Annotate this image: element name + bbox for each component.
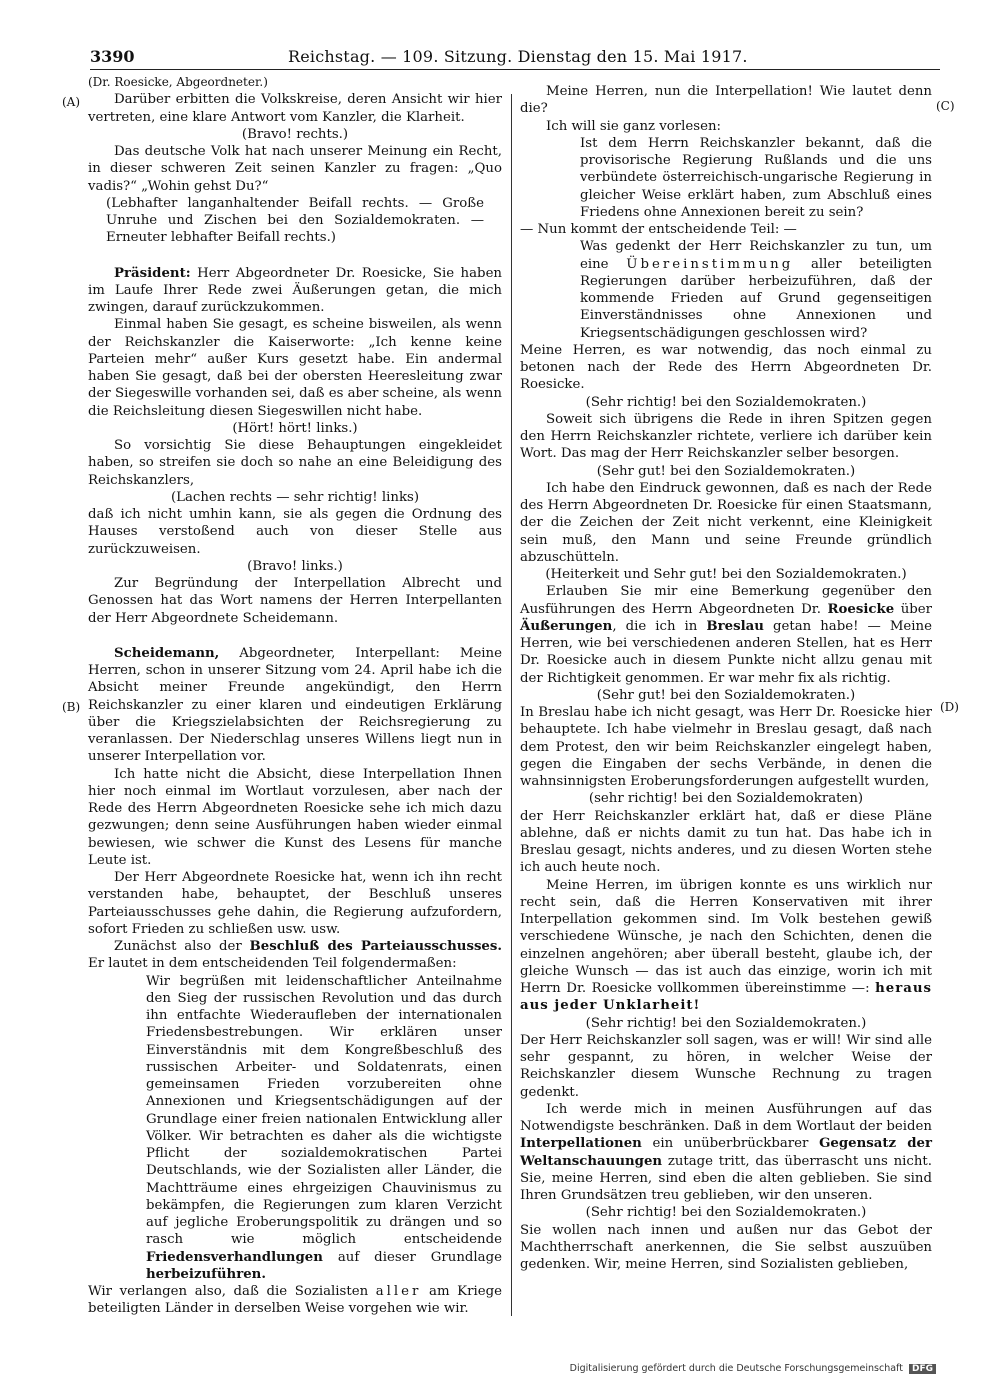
paragraph: Ich hatte nicht die Absicht, diese Interpellation Ihnen hier noch einmal im Wortlaut vorzulesen, aber nach der Rede des Herrn Abgeordneten Roesicke sehe ich mich dazu gezwungen; denn seine Ausführungen haben wieder einmal bewiesen, wie schwer die Kunst des Lesens für manche Leute ist. xyxy=(88,766,502,868)
quotation: Ist dem Herrn Reichskanzler bekannt, daß die provisorische Regierung Rußlands und die uns verbündete österreichisch-ungarische Regierung in gleicher Weise erklärt haben, zum Abschluß eines Friedens ohne Annexionen bereit zu sein? xyxy=(580,135,932,220)
left-column xyxy=(88,74,502,1318)
paragraph: Der Herr Reichskanzler soll sagen, was er will! Wir sind alle sehr gespannt, zu hören, in welcher Weise der Reichskanzler diesem Wunsche Rechnung zu tragen gedenkt. xyxy=(520,1032,932,1100)
paragraph: Ich will sie ganz vorlesen: xyxy=(546,118,721,134)
interjection: (Sehr richtig! bei den Sozialdemokraten.) xyxy=(585,1205,867,1221)
paragraph: Der Herr Abgeordnete Roesicke hat, wenn ich ihn recht verstanden habe, behauptet, der Beschluß unseres Parteiausschusses gehe dahin, die Regierung aufzufordern, sofort Frieden zu schließen usw. usw. xyxy=(88,870,502,937)
paragraph: Einmal haben Sie gesagt, es scheine bisweilen, als wenn der Reichskanzler die Kaiserworte: „Ich kenne keine Parteien mehr“ außer Kurs gesetzt habe. Ein andermal haben Sie gesagt, daß bei der obersten Heeresleitung zwar der Siegeswille vorhanden sei, daß es aber scheine, als wenn die Reichsleitung diesen Siegeswillen nicht habe. xyxy=(88,317,502,419)
paragraph: der Herr Reichskanzler erklärt hat, daß er diese Pläne ablehne, daß er nichts damit zu tun hat. Das habe ich in Breslau gesagt, nichts anderes, und zu diesen Worten stehe ich auch heute noch. xyxy=(520,808,932,876)
paragraph: In Breslau habe ich nicht gesagt, was Herr Dr. Roesicke hier behauptete. Ich habe vielmehr in Breslau gesagt, daß nach dem Protest, den wir beim Reichskanzler eingelegt haben, gegen die Eingaben der sechs Verbände, in denen die wahnsinnigsten Eroberungsforderungen aufgestellt wurden, xyxy=(520,705,932,789)
running-title: Reichstag. — 109. Sitzung. Dienstag den 15. Mai 1917. xyxy=(288,47,748,66)
paragraph: Meine Herren, nun die Interpellation! Wie lautet denn die? xyxy=(520,84,932,117)
credit-text: Digitalisierung gefördert durch die Deutsche Forschungsgemeinschaft xyxy=(569,1363,903,1374)
speaker-name: Scheidemann, xyxy=(114,645,220,661)
page-header xyxy=(90,46,940,68)
paragraph: So vorsichtig Sie diese Behauptungen eingekleidet haben, so streifen sie doch so nahe an eine Beleidigung des Reichskanzlers, xyxy=(88,438,502,488)
speaker-running-head: (Dr. Roesicke, Abgeordneter.) xyxy=(88,75,268,89)
interjection: (Sehr richtig! bei den Sozialdemokraten.) xyxy=(585,394,867,410)
right-column xyxy=(520,74,932,1273)
dfg-logo: DFG xyxy=(909,1364,936,1374)
paragraph: Zunächst also der Beschluß des Parteiausschusses. Er lautet in dem entscheidenden Teil folgendermaßen: xyxy=(88,939,503,972)
paragraph: Ich habe den Eindruck gewonnen, daß es nach der Rede des Herrn Abgeordneten Dr. Roesicke für einen Staatsmann, der die Zeichen der Zeit nicht verkennt, eine Kleinigkeit sein muß, den Mann und seine Freunde gründlich abzuschütteln. xyxy=(520,480,932,565)
paragraph: Erlauben Sie mir eine Bemerkung gegenüber den Ausführungen des Herrn Abgeordneten Dr. Roesicke über Äußerungen, die ich in Breslau getan habe! — Meine Herren, wie bei verschiedenen anderen Stellen, hat es Herr Dr. Roesicke auch in diesem Punkte nicht allzu genau mit der Richtigkeit genommen. Er war mehr fix als richtig. xyxy=(520,584,932,686)
interjection: (Heiterkeit und Sehr gut! bei den Sozialdemokraten.) xyxy=(545,567,907,582)
page-number: 3390 xyxy=(90,47,135,66)
margin-mark-a: (A) xyxy=(62,95,81,109)
margin-mark-d: (D) xyxy=(940,700,959,714)
paragraph: daß ich nicht umhin kann, sie als gegen die Ordnung des Hauses verstoßend auch von dieser Stelle aus zurückzuweisen. xyxy=(88,507,502,557)
interjection: (Hört! hört! links.) xyxy=(232,420,358,436)
interjection: (Sehr gut! bei den Sozialdemokraten.) xyxy=(596,463,856,479)
paragraph: Sie wollen nach innen und außen nur das Gebot der Machtherrschaft anerkennen, die Sie selbst auszuüben gedenken. Wir, meine Herren, sind Sozialisten geblieben, xyxy=(520,1222,932,1272)
paragraph: Das deutsche Volk hat nach unserer Meinung ein Recht, in dieser schweren Zeit seinen Kanzler zu fragen: „Quo vadis?“ „Wohin gehst Du?“ xyxy=(88,144,502,194)
paragraph: Scheidemann, Abgeordneter, Interpellant: Meine Herren, schon in unserer Sitzung vom 24. April habe ich die Absicht meiner Freunde angekündigt, den Herrn Reichskanzler zu einer klaren und eindeutigen Erklärung über die Kriegszielabsichten der Reichsregierung zu veranlassen. Der Niederschlag unseres Willens liegt nun in unserer Interpellation vor. xyxy=(88,645,502,765)
margin-mark-b: (B) xyxy=(62,700,81,714)
paragraph: — Nun kommt der entscheidende Teil: — xyxy=(520,222,797,237)
interjection: (Sehr richtig! bei den Sozialdemokraten.) xyxy=(585,1015,867,1031)
paragraph: Ich werde mich in meinen Ausführungen auf das Notwendigste beschränken. Daß in dem Wortlaut der beiden Interpellationen ein unüberbrückbarer Gegensatz der Weltanschauungen zutage tritt, das überrascht uns nicht. Sie, meine Herren, sind eben die alten geblieben. Sie sind Ihren Grundsätzen treu geblieben, wir den unseren. xyxy=(520,1101,932,1203)
paragraph: Soweit sich übrigens die Rede in ihren Spitzen gegen den Herrn Reichskanzler richtete, verliere ich darüber kein Wort. Das mag der Herr Reichskanzler selber besorgen. xyxy=(520,411,932,462)
paragraph: Darüber erbitten die Volkskreise, deren Ansicht wir hier vertreten, eine klare Antwort vom Kanzler, die Klarheit. xyxy=(88,92,502,125)
interjection: (Sehr gut! bei den Sozialdemokraten.) xyxy=(596,687,856,703)
interjection: (Lachen rechts — sehr richtig! links) xyxy=(170,489,420,505)
speaker-name: Präsident: xyxy=(114,265,191,281)
header-rule xyxy=(90,69,940,70)
quotation: Wir begrüßen mit leidenschaftlicher Anteilnahme den Sieg der russischen Revolution und das durch ihn entfachte Wiederaufleben der internationalen Friedensbestrebungen. Wir erklären unser Einverständnis mit dem Kongreßbeschluß des russischen Arbeiter- und Soldatenrats, einen gemeinsamen Frieden vorzubereiten ohne Annexionen und Kriegsentschädigungen auf der Grundlage einer freien nationalen Entwicklung aller Völker. Wir betrachten es daher als die wichtigste Pflicht der sozialdemokratischen Partei Deutschlands, wie der Sozialisten aller Länder, die Machtträume eines ehrgeizigen Chauvinismus zu bekämpfen, die Regierungen zum klaren Verzicht auf jegliche Eroberungspolitik zu drängen und so rasch wie möglich entscheidende Friedensverhandlungen auf dieser Grundlage herbeizuführen. xyxy=(146,973,502,1282)
paragraph: Meine Herren, im übrigen konnte es uns wirklich nur recht sein, daß die Herren Konservativen mit ihrer Interpellation gekommen sind. Im Volk bestehen gewiß verschiedene Wünsche, je nach den Schichten, denen die einzelnen angehören; aber überall besteht, glaube ich, der gleiche Wunsch — das ist auch das einzige, worin ich mit Herrn Dr. Roesicke vollkommen übereinstimme —: heraus aus jeder Unklarheit! xyxy=(520,877,932,1014)
interjection: (Lebhafter langanhaltender Beifall rechts. — Große Unruhe und Zischen bei den Sozialdemokraten. — Erneuter lebhafter Beifall rechts.) xyxy=(106,195,484,246)
interjection: (Bravo! links.) xyxy=(247,558,343,574)
margin-mark-c: (C) xyxy=(936,99,955,113)
digitization-credit xyxy=(570,1363,936,1374)
column-divider xyxy=(511,94,512,1316)
interjection: (sehr richtig! bei den Sozialdemokraten) xyxy=(588,791,864,807)
interjection: (Bravo! rechts.) xyxy=(241,126,349,142)
quotation: Was gedenkt der Herr Reichskanzler zu tun, um eine Übereinstimmung aller beteiligten Regierungen darüber herbeizuführen, daß der kommende Frieden auf Grund gegenseitigen Einverständnisses ohne Annexionen und Kriegsentschädigungen geschlossen wird? xyxy=(580,239,932,341)
paragraph: Wir verlangen also, daß die Sozialisten aller am Kriege beteiligten Länder in derselben Weise vorgehen wie wir. xyxy=(88,1284,502,1317)
paragraph: Meine Herren, es war notwendig, das noch einmal zu betonen nach der Rede des Herrn Abgeordneten Dr. Roesicke. xyxy=(520,342,932,393)
paragraph: Zur Begründung der Interpellation Albrecht und Genossen hat das Wort namens der Herren Interpellanten der Herr Abgeordnete Scheidemann. xyxy=(88,576,502,626)
paragraph: Präsident: Herr Abgeordneter Dr. Roesicke, Sie haben im Laufe Ihrer Rede zwei Äußerungen getan, die mich zwingen, darauf zurückzukommen. xyxy=(88,265,502,315)
